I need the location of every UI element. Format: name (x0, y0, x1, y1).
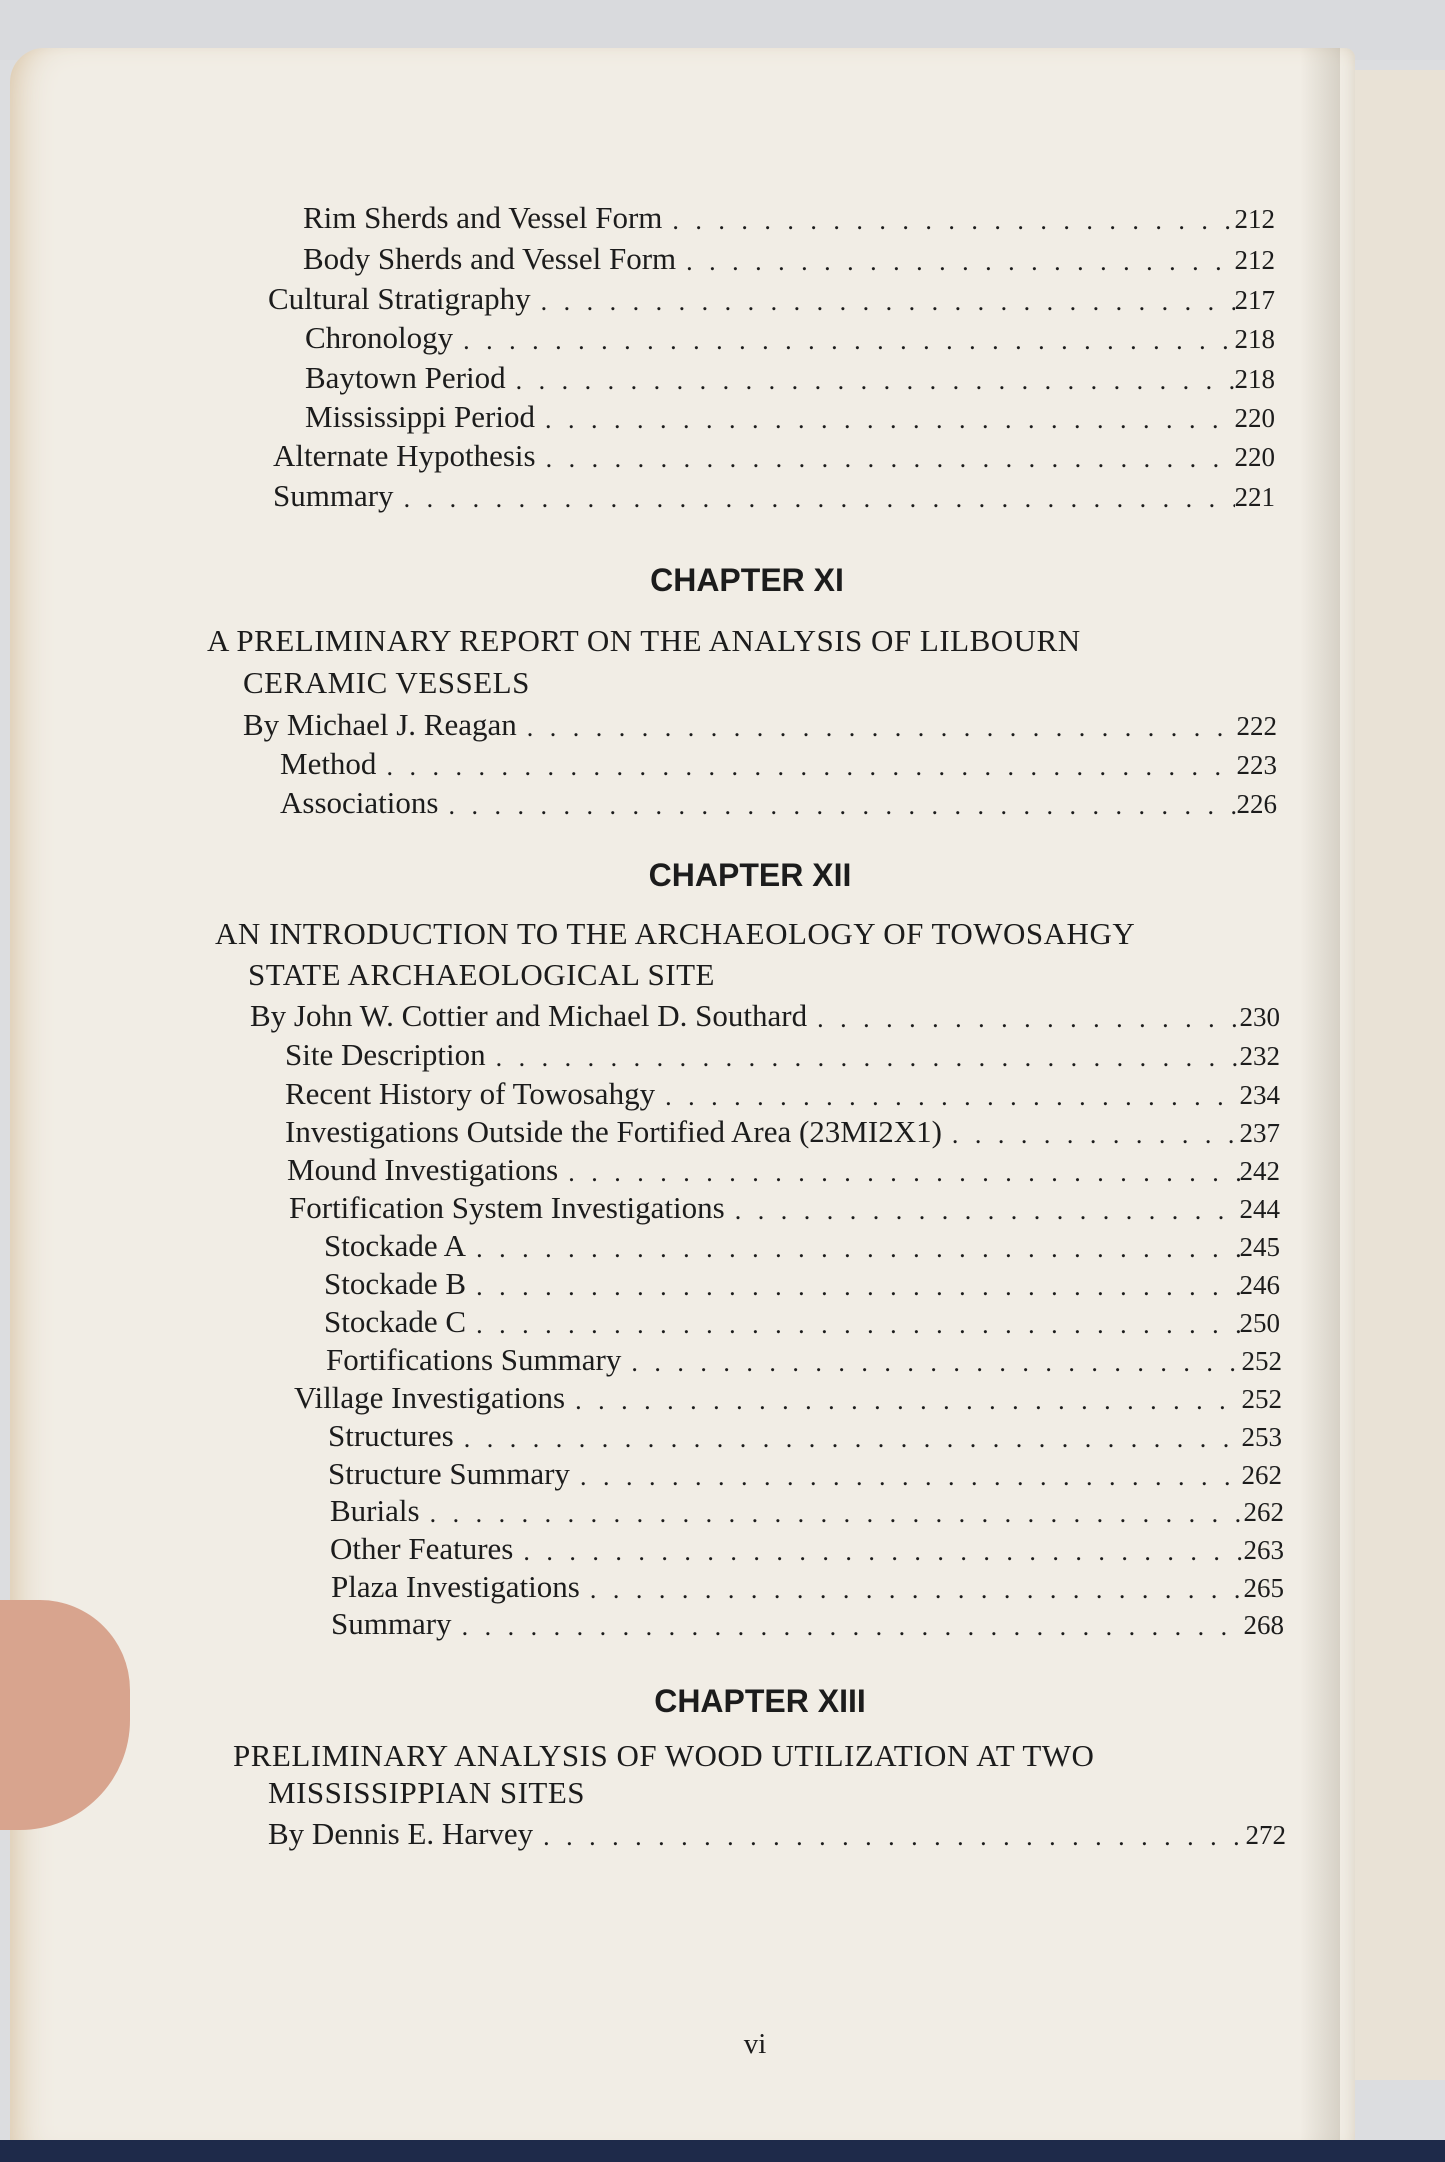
toc-entry: Mississippi Period . . . 220 (305, 395, 1275, 435)
toc-entry: By John W. Cottier and Michael D. Southard . . . 230 (250, 994, 1280, 1034)
toc-entry: Other Features . . . 263 (330, 1527, 1284, 1567)
toc-entry: Mound Investigations . . . 242 (287, 1148, 1280, 1188)
toc-entry: Cultural Stratigraphy . . . 217 (268, 277, 1275, 317)
toc-entry: Stockade B . . . 246 (324, 1262, 1280, 1302)
toc-entry: Summary . . . 268 (331, 1602, 1284, 1642)
chapter-title-line: AN INTRODUCTION TO THE ARCHAEOLOGY OF TOWOSAHGY (215, 916, 1136, 951)
chapter-heading: CHAPTER XIII (654, 1683, 866, 1719)
toc-entry: Fortifications Summary . . . 252 (326, 1338, 1282, 1378)
toc-entry: Site Description . . . 232 (285, 1033, 1280, 1073)
toc-entry: Stockade C . . . 250 (324, 1300, 1280, 1340)
chapter-title-line: CERAMIC VESSELS (243, 665, 530, 700)
toc-entry: By Dennis E. Harvey . . . 272 (268, 1812, 1286, 1852)
toc-entry: Burials . . . 262 (330, 1489, 1284, 1529)
toc-entry: Recent History of Towosahgy . . . 234 (285, 1072, 1280, 1112)
toc-entry: By Michael J. Reagan . . . 222 (243, 703, 1277, 743)
toc-entry: Chronology . . . 218 (305, 316, 1275, 356)
chapter-title-line: STATE ARCHAEOLOGICAL SITE (248, 957, 715, 992)
toc-entry: Fortification System Investigations . . . 244 (289, 1186, 1280, 1226)
toc-entry: Associations . . . 226 (280, 781, 1277, 821)
chapter-heading: CHAPTER XI (650, 562, 844, 598)
toc-entry: Structures . . . 253 (328, 1414, 1282, 1454)
toc-entry: Method . . . 223 (280, 742, 1277, 782)
page-number: vi (743, 2028, 767, 2060)
chapter-title-line: A PRELIMINARY REPORT ON THE ANALYSIS OF LILBOURN (207, 623, 1081, 658)
toc-entry: Rim Sherds and Vessel Form . . . 212 (303, 196, 1275, 236)
toc-entry: Structure Summary . . . 262 (328, 1452, 1282, 1492)
chapter-heading: CHAPTER XII (648, 857, 852, 893)
toc-entry: Plaza Investigations . . . 265 (331, 1565, 1284, 1605)
chapter-title-line: PRELIMINARY ANALYSIS OF WOOD UTILIZATION AT TWO (233, 1738, 1095, 1773)
toc-entry: Stockade A . . . 245 (324, 1224, 1280, 1264)
toc-entry: Alternate Hypothesis . . . 220 (273, 434, 1275, 474)
toc-entry: Baytown Period . . . 218 (305, 356, 1275, 396)
toc-entry: Investigations Outside the Fortified Area (23MI2X1) . . . 237 (285, 1110, 1280, 1150)
chapter-title-line: MISSISSIPPIAN SITES (268, 1775, 586, 1810)
toc-entry: Village Investigations . . . 252 (294, 1376, 1282, 1416)
toc-entry: Body Sherds and Vessel Form . . . 212 (303, 237, 1275, 277)
toc-entry: Summary . . . 221 (273, 474, 1275, 514)
